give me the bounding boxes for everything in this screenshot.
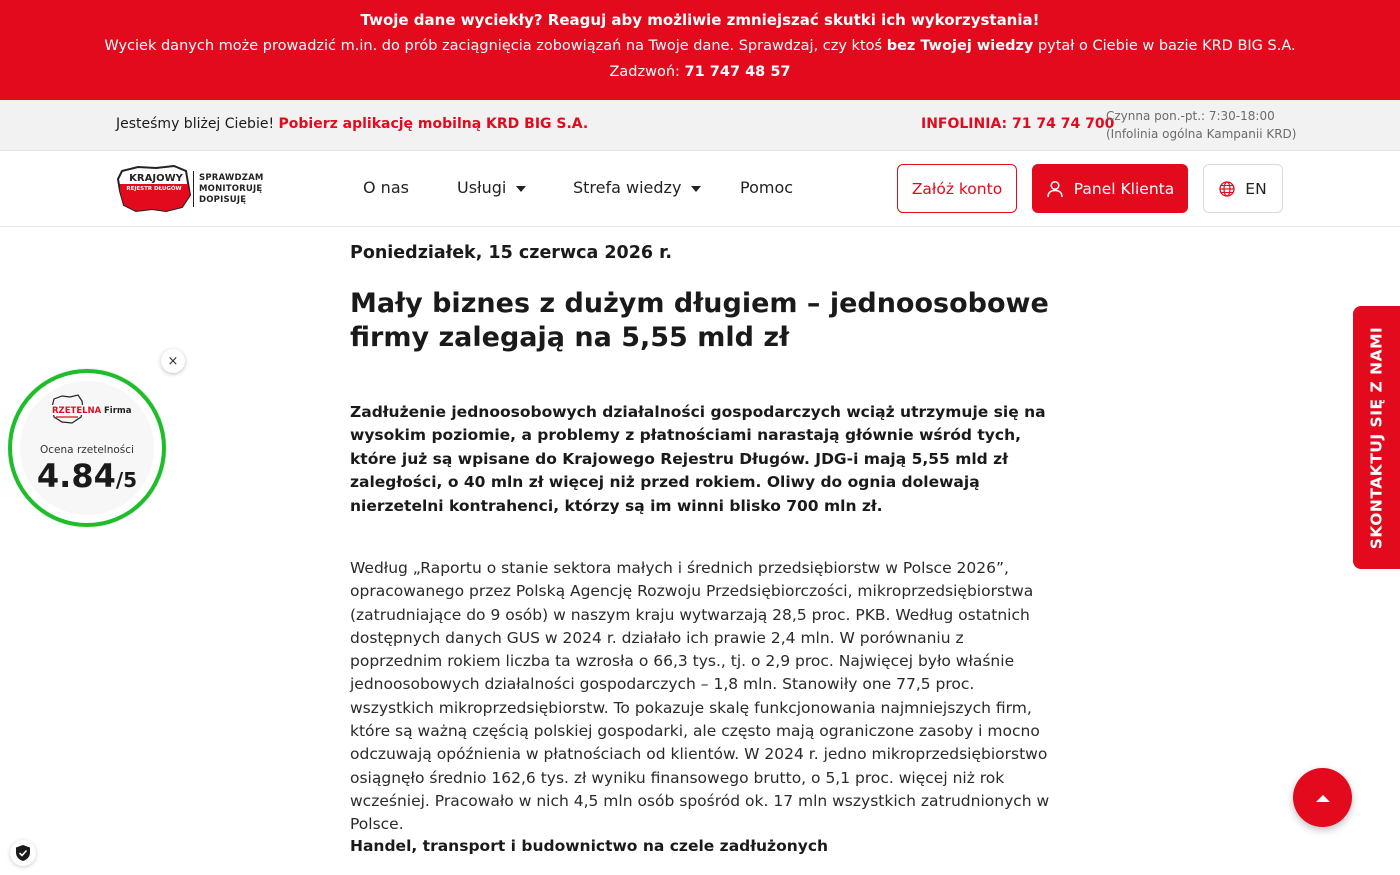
badge-score-value: 4.84 bbox=[36, 457, 116, 495]
infolinia-hours bbox=[1106, 107, 1296, 143]
caret-down-icon bbox=[691, 186, 701, 192]
caret-down-icon bbox=[516, 186, 526, 192]
user-icon bbox=[1046, 180, 1064, 198]
nav-item-label: Strefa wiedzy bbox=[573, 178, 682, 197]
hours-line-2: (Infolinia ogólna Kampanii KRD) bbox=[1106, 127, 1297, 141]
language-label: EN bbox=[1245, 179, 1267, 198]
badge-close-button[interactable]: × bbox=[161, 349, 185, 373]
rzetelna-firma-badge[interactable] bbox=[8, 369, 166, 527]
privacy-settings-button[interactable] bbox=[10, 840, 36, 866]
badge-logo-dark: Firma bbox=[104, 406, 132, 416]
nav-item-label: O nas bbox=[363, 178, 409, 197]
alert-phone-number[interactable]: 71 747 48 57 bbox=[684, 64, 791, 80]
client-panel-button[interactable] bbox=[1032, 164, 1188, 213]
nav-item-o-nas[interactable] bbox=[363, 178, 409, 197]
logo-tagline-3: DOPISUJĘ bbox=[199, 195, 247, 205]
article-title: Mały biznes z dużym długiem – jednoosobowe firmy zalegają na 5,55 mld zł bbox=[350, 288, 1049, 353]
globe-icon bbox=[1219, 181, 1235, 197]
article-date: Poniedziałek, 15 czerwca 2026 r. bbox=[350, 243, 672, 263]
logo-taglines bbox=[199, 173, 264, 206]
krd-logo[interactable] bbox=[116, 165, 266, 213]
badge-logo-red: RZETELNA bbox=[52, 406, 102, 416]
article-lead: Zadłużenie jednoosobowych działalności gospodarczych wciąż utrzymuje się na wysokim poziomie, a problemy z płatnościami narastają głównie wśród tych, które już są wpisane do Krajowego Rejestru Długów. JDG-i mają 5,55 mld zł zaległości, o 40 mln zł więcej niż przed rokiem. Oliwy do ognia dolewają nierzetelni kontrahenci, którzy są im winni blisko 700 mln zł. bbox=[350, 403, 1046, 515]
nav-item-label: Usługi bbox=[457, 178, 507, 197]
nav-item-label: Pomoc bbox=[740, 178, 794, 197]
alert-description bbox=[0, 38, 1400, 54]
logo-tagline-1: SPRAWDZAM bbox=[199, 173, 264, 183]
nav-item-uslugi[interactable] bbox=[457, 178, 526, 197]
data-leak-alert-bar bbox=[0, 0, 1400, 100]
nav-item-pomoc[interactable] bbox=[740, 178, 793, 197]
nav-item-strefa-wiedzy[interactable] bbox=[573, 178, 701, 197]
badge-label: Ocena rzetelności bbox=[40, 444, 134, 456]
register-button[interactable]: Załóż konto bbox=[897, 164, 1017, 213]
shield-icon bbox=[15, 844, 31, 862]
scroll-to-top-button[interactable] bbox=[1293, 768, 1352, 827]
rzetelna-firma-logo-icon bbox=[48, 393, 132, 429]
badge-score bbox=[12, 457, 162, 495]
article-paragraph: Według „Raportu o stanie sektora małych i średnich przedsiębiorstw w Polsce 2026”, opracowanego przez Polską Agencję Rozwoju Przedsiębiorczości, mikroprzedsiębiorstwa (zatrudniające do 9 osób) w naszym kraju wytwarzają 28,5 proc. PKB. Według ostatnich dostępnych danych GUS w 2024 r. działało ich prawie 2,4 mln. W porównaniu z poprzednim rokiem liczba ta wzrosła o 66,3 tys., tj. o 2,9 proc. Najwięcej było właśnie jednoosobowych działalności gospodarczych – 1,8 mln. Stanowiły one 77,5 proc. wszystkich mikroprzedsiębiorstw. To pokazuje skalę funkcjonowania najmniejszych firm, które są ważną częścią polskiej gospodarki, ale często mają ograniczone zasoby i mocno odczuwają opóźnienia w płatnościach od klientów. W 2024 r. jedno mikroprzedsiębiorstwo osiągnęło średnio 162,6 tys. zł wyniku finansowego brutto, o 5,1 proc. więcej niż rok wcześniej. Pracowało w nich 4,5 mln osób spośród ok. 17 mln wszystkich zatrudnionych w Polsce. bbox=[350, 559, 1050, 834]
article-subheading: Handel, transport i budownictwo na czele zadłużonych bbox=[350, 837, 829, 855]
language-switch[interactable] bbox=[1203, 164, 1283, 213]
alert-headline: Twoje dane wyciekły? Reaguj aby możliwie zmniejszać skutki ich wykorzystania! bbox=[360, 11, 1040, 29]
hours-line-1: Czynna pon.-pt.: 7:30-18:00 bbox=[1106, 109, 1275, 123]
logo-name: KRAJOWY bbox=[129, 173, 183, 184]
main-navigation bbox=[0, 151, 1400, 227]
download-app-link[interactable]: Pobierz aplikację mobilną KRD BIG S.A. bbox=[278, 116, 589, 132]
chevron-up-icon bbox=[1315, 793, 1331, 803]
alert-phone-label: Zadzwoń: bbox=[609, 64, 685, 80]
alert-phone-line bbox=[0, 64, 1400, 80]
contact-us-label: SKONTAKTUJ SIĘ Z NAMI bbox=[1367, 326, 1386, 549]
top-info-strip bbox=[0, 100, 1400, 151]
logo-sub: REJESTR DŁUGÓW bbox=[126, 186, 182, 192]
app-promo bbox=[116, 116, 588, 132]
contact-us-tab[interactable] bbox=[1353, 306, 1400, 569]
poland-map-logo-icon bbox=[116, 165, 196, 213]
logo-tagline-2: MONITORUJĘ bbox=[199, 184, 263, 194]
alert-description-bold: bez Twojej wiedzy bbox=[886, 38, 1034, 54]
alert-description-end: pytał o Ciebie w bazie KRD BIG S.A. bbox=[1033, 38, 1296, 54]
alert-description-start: Wyciek danych może prowadzić m.in. do prób zaciągnięcia zobowiązań na Twoje dane. Sprawdzaj, czy ktoś bbox=[104, 38, 887, 54]
app-promo-text: Jesteśmy bliżej Ciebie! bbox=[116, 116, 279, 132]
client-panel-label: Panel Klienta bbox=[1073, 179, 1175, 198]
badge-score-scale: /5 bbox=[115, 468, 138, 492]
infolinia-phone[interactable]: INFOLINIA: 71 74 74 700 bbox=[921, 116, 1115, 132]
